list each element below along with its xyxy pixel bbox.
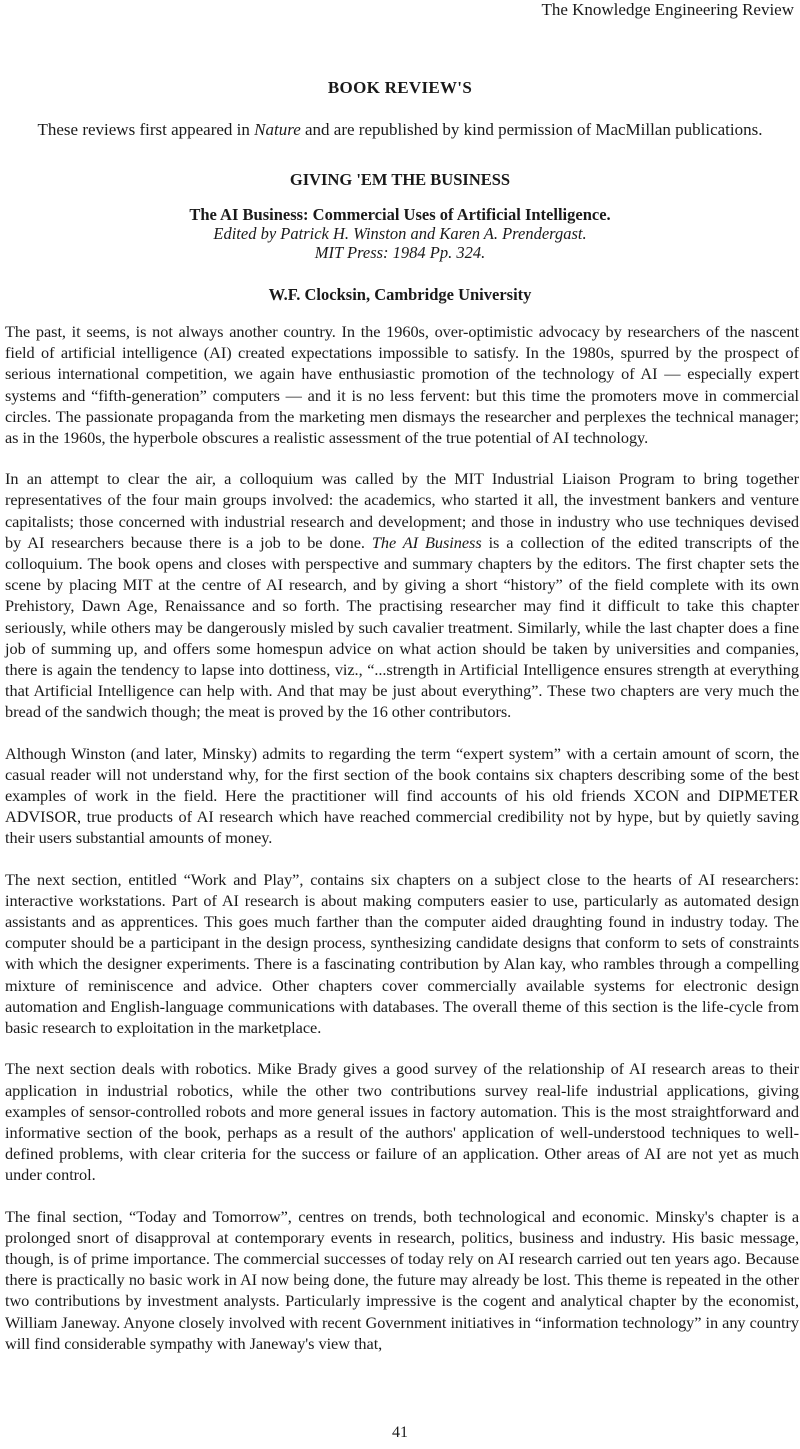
paragraph-2-before: In an attempt to clear the air, a colloquium was called by the MIT Industrial Liaison Program to bring together representatives of the four main groups involved: the academics, who started it all, the investment bankers and venture capitalists; those concerned with industrial research and development; and those in industry who use techniques devised by AI researchers because there is a job to be done. [5,469,799,552]
page-number: 41 [392,1424,408,1441]
review-body [5,321,799,1374]
book-publisher: MIT Press: 1984 Pp. 324. [314,243,486,262]
paragraph-1: The past, it seems, is not always another country. In the 1960s, over-optimistic advocacy by researchers of the nascent field of artificial intelligence (AI) created expectations impossible to satisfy. In the 1980s, spurred by the prospect of serious international competition, we again have enthusiastic promotion of the technology of AI — especially expert systems and “fifth-generation” computers — and it is no less fervent: but this time the promoters move in commercial circles. The passionate propaganda from the marketing men dismays the researcher and perplexes the technical manager; as in the 1960s, the hyperbole obscures a realistic assessment of the true potential of AI technology. [5,322,799,448]
intro-after: and are republished by kind permission of MacMillan publications. [300,120,763,139]
paragraph-6: The final section, “Today and Tomorrow”, centres on trends, both technological and economic. Minsky's chapter is a prolonged snort of disapproval at contemporary events in research, politics, business and industry. His basic message, though, is of prime importance. The commercial successes of today rely on AI research carried out ten years ago. Because there is practically no basic work in AI now being done, the future may already be lost. This theme is repeated in the other two contributions by investment analysts. Particularly impressive is the cogent and analytical chapter by the economist, William Janeway. Anyone closely involved with recent Government initiatives in “information technology” in any country will find considerable sympathy with Janeway's view that, [5,1206,799,1353]
book-info [0,205,800,262]
book-editors: Edited by Patrick H. Winston and Karen A. Prendergast. [213,224,587,243]
paragraph-2 [5,468,799,722]
section-title: BOOK REVIEW'S [327,78,473,97]
book-title: The AI Business: Commercial Uses of Artificial Intelligence. [189,205,611,224]
reviewer: W.F. Clocksin, Cambridge University [268,285,532,304]
paragraph-2-book-title: The AI Business [371,532,482,552]
running-head: The Knowledge Engineering Review [541,0,794,19]
paragraph-4: The next section, entitled “Work and Play”, contains six chapters on a subject close to the hearts of AI researchers: interactive workstations. Part of AI research is about making computers easier to use, particularly as automated design assistants and as apprentices. This goes much farther than the computer aided draughting found in industry today. The computer should be a participant in the design process, synthesizing candidate designs that conform to sets of constraints with which the designer experiments. There is a fascinating contribution by Alan kay, who rambles through a compelling mixture of reminiscence and advice. Other chapters cover commercially available systems for electronic design automation and English-language communications with databases. The overall theme of this section is the life-cycle from basic research to exploitation in the marketplace. [5,869,799,1038]
review-title: GIVING 'EM THE BUSINESS [289,170,511,189]
intro-journal: Nature [254,120,301,139]
paragraph-5: The next section deals with robotics. Mike Brady gives a good survey of the relationship of AI research areas to their application in industrial robotics, while the other two contributions survey real-life industrial applications, giving examples of sensor-controlled robots and more general issues in factory automation. This is the most straightforward and informative section of the book, perhaps as a result of the authors' application of well-understood techniques to well-defined problems, with clear criteria for the success or failure of an application. Other areas of AI are not yet as much under control. [5,1059,799,1185]
intro-note [0,120,800,140]
intro-before: These reviews first appeared in [37,120,255,139]
paragraph-3: Although Winston (and later, Minsky) admits to regarding the term “expert system” with a certain amount of scorn, the casual reader will not understand why, for the first section of the book contains six chapters describing some of the best examples of work in the field. Here the practitioner will find accounts of his old friends XCON and DIPMETER ADVISOR, true products of AI research which have reached commercial credibility not by hype, but by quietly saving their users substantial amounts of money. [5,743,799,848]
paragraph-2-after: is a collection of the edited transcripts of the colloquium. The book opens and closes with perspective and summary chapters by the editors. The first chapter sets the scene by placing MIT at the centre of AI research, and by giving a short “history” of the field complete with its own Prehistory, Dawn Age, Renaissance and so forth. The practising researcher may find it difficult to take this chapter seriously, while others may be dangerously misled by such cavalier treatment. Similarly, while the last chapter does a fine job of summing up, and offers some homespun advice on what action should be taken by universities and companies, there is again the tendency to lapse into dottiness, viz., “...strength in Artificial Intelligence ensures strength at everything that Artificial Intelligence can help with. And that may be just about everything”. These two chapters are very much the bread of the sandwich though; the meat is proved by the 16 other contributors. [5,532,799,722]
